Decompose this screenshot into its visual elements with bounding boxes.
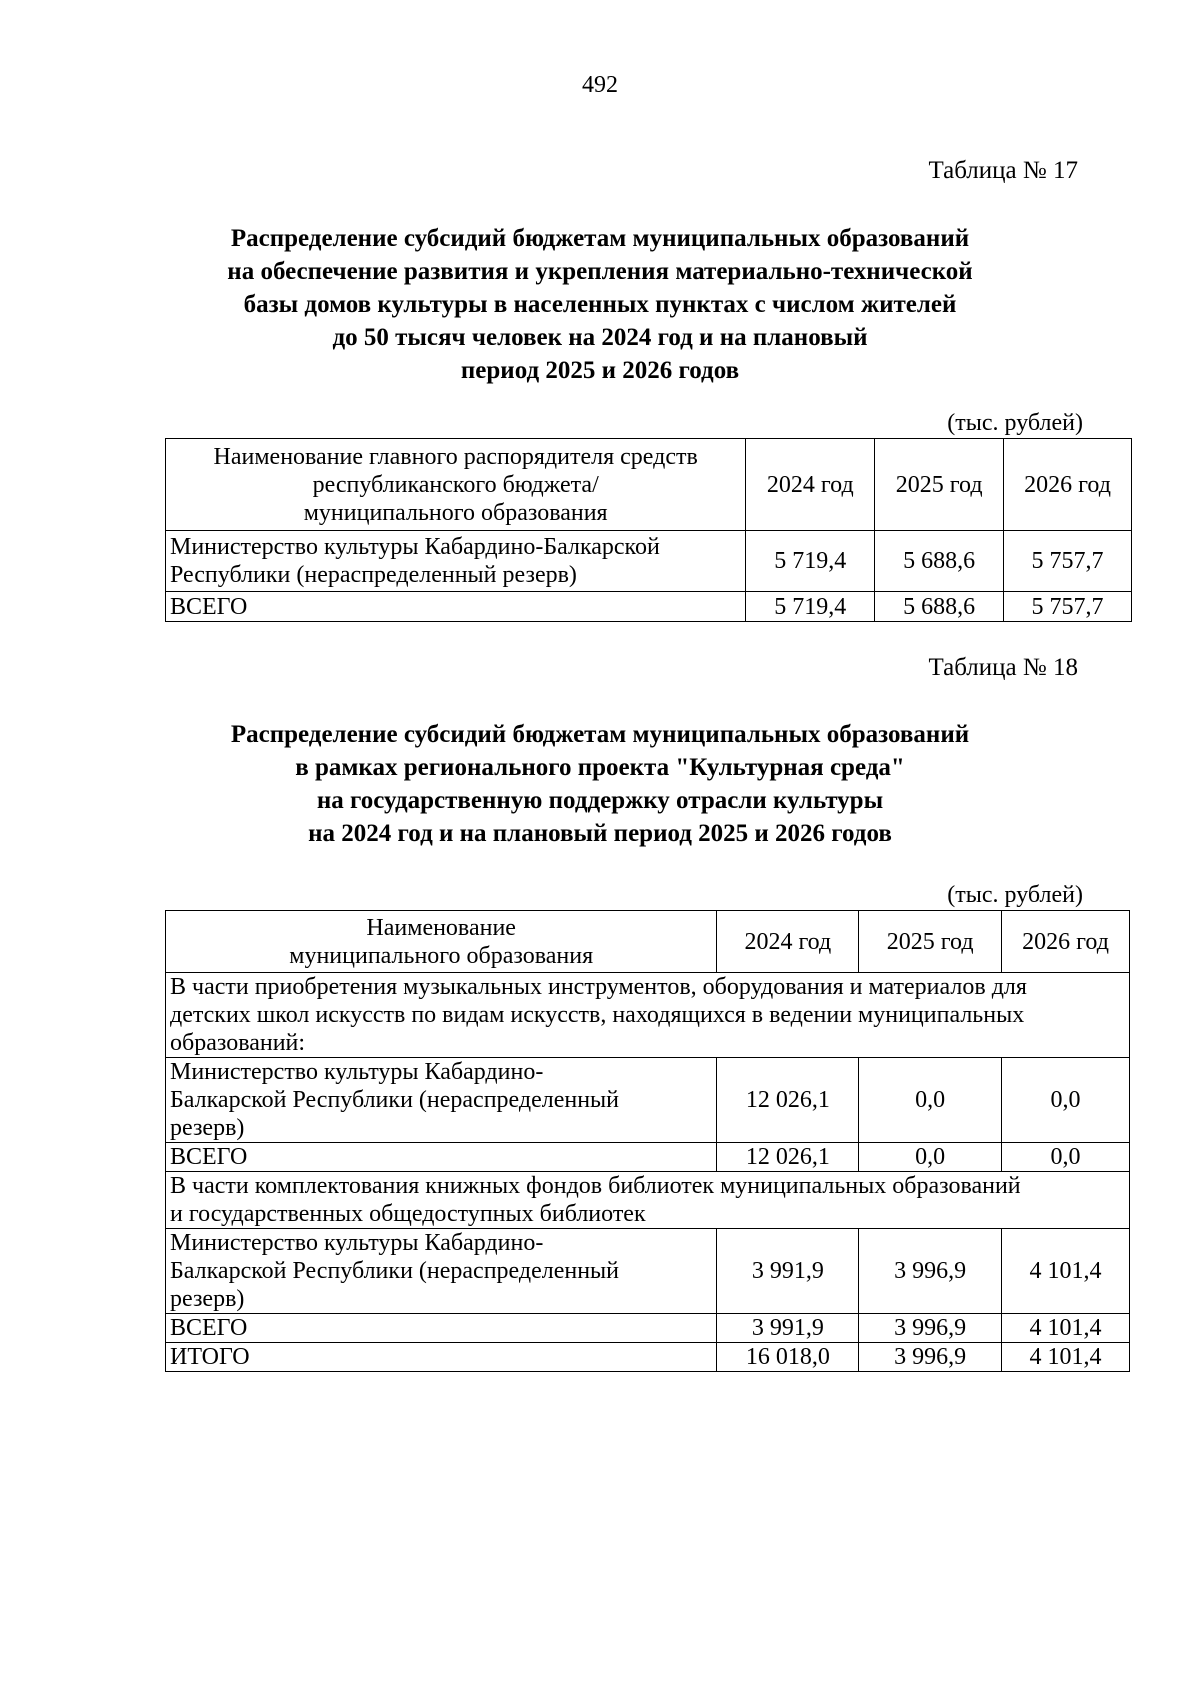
table-header-row [166,439,1132,531]
total-row [166,1143,1130,1172]
caption-line: образований: [170,1030,306,1056]
total-label: ВСЕГО [166,1143,717,1172]
row-name-cell [166,1229,717,1314]
header-line: республиканского бюджета/ [312,471,599,498]
row-name-line: Балкарской Республики (нераспределенный [170,1258,620,1284]
section-caption [166,973,1130,1058]
title-line: Распределение субсидий бюджетам муниципальных образований [230,225,970,252]
total-2025: 5 688,6 [875,592,1004,622]
section-caption-row [166,973,1130,1058]
title-line: в рамках регионального проекта "Культурная среда" [295,754,905,781]
row-name-line: Балкарской Республики (нераспределенный [170,1087,620,1113]
total-2026: 5 757,7 [1004,592,1132,622]
value-2026: 0,0 [1002,1058,1130,1143]
header-2025: 2025 год [859,911,1002,973]
value-2026: 4 101,4 [1002,1229,1130,1314]
value-2024: 3 991,9 [717,1229,859,1314]
row-name-line: Министерство культуры Кабардино-Балкарской [170,534,660,560]
row-name-line: Республики (нераспределенный резерв) [170,562,577,588]
value-2025: 3 996,9 [859,1229,1002,1314]
row-name-cell [166,1058,717,1143]
caption-line: В части комплектования книжных фондов библиотек муниципальных образований [170,1173,1021,1199]
grand-total-2024: 16 018,0 [717,1343,859,1372]
row-name-line: резерв) [170,1115,245,1141]
header-2024: 2024 год [746,439,875,531]
header-line: муниципального образования [303,499,608,526]
table-18-units: (тыс. рублей) [947,882,1083,908]
table-17-units: (тыс. рублей) [947,410,1083,436]
table-18-label: Таблица № 18 [928,654,1078,681]
total-2024: 12 026,1 [717,1143,859,1172]
table-17-label: Таблица № 17 [928,157,1078,184]
total-2024: 5 719,4 [746,592,875,622]
total-row [166,1314,1130,1343]
header-name-cell [166,911,717,973]
title-line: период 2025 и 2026 годов [460,357,740,384]
header-2025: 2025 год [875,439,1004,531]
table-18-title [0,718,1200,850]
grand-total-2026: 4 101,4 [1002,1343,1130,1372]
title-line: Распределение субсидий бюджетам муниципальных образований [230,721,970,748]
header-2024: 2024 год [717,911,859,973]
row-name-line: Министерство культуры Кабардино- [170,1230,544,1256]
title-line: до 50 тысяч человек на 2024 год и на плановый [332,324,868,351]
table-header-row [166,911,1130,973]
total-2026: 0,0 [1002,1143,1130,1172]
section-caption [166,1172,1130,1229]
section-caption-row [166,1172,1130,1229]
total-2025: 3 996,9 [859,1314,1002,1343]
page-number: 492 [582,72,618,98]
caption-line: детских школ искусств по видам искусств, находящихся в ведении муниципальных [170,1002,1025,1028]
total-2026: 4 101,4 [1002,1314,1130,1343]
total-row [166,592,1132,622]
table-17-title [0,222,1200,387]
total-2025: 0,0 [859,1143,1002,1172]
title-line: базы домов культуры в населенных пунктах с числом жителей [243,291,957,318]
value-2025: 5 688,6 [875,531,1004,592]
title-line: на 2024 год и на плановый период 2025 и 2026 годов [308,820,892,847]
table-row [166,1058,1130,1143]
total-label: ВСЕГО [166,1314,717,1343]
total-2024: 3 991,9 [717,1314,859,1343]
grand-total-2025: 3 996,9 [859,1343,1002,1372]
header-name-cell [166,439,746,531]
table-18 [165,910,1130,1372]
header-2026: 2026 год [1004,439,1132,531]
value-2024: 5 719,4 [746,531,875,592]
title-line: на государственную поддержку отрасли культуры [316,787,884,814]
value-2026: 5 757,7 [1004,531,1132,592]
value-2024: 12 026,1 [717,1058,859,1143]
caption-line: В части приобретения музыкальных инструментов, оборудования и материалов для [170,974,1027,1000]
row-name-cell [166,531,746,592]
header-2026: 2026 год [1002,911,1130,973]
row-name-line: Министерство культуры Кабардино- [170,1059,544,1085]
row-name-line: резерв) [170,1286,245,1312]
table-row [166,1229,1130,1314]
grand-total-label: ИТОГО [166,1343,717,1372]
title-line: на обеспечение развития и укрепления материально-технической [227,258,973,285]
header-line: Наименование главного распорядителя средств [213,443,698,470]
caption-line: и государственных общедоступных библиотек [170,1201,646,1227]
table-17 [165,438,1132,622]
total-label: ВСЕГО [166,592,746,622]
value-2025: 0,0 [859,1058,1002,1143]
grand-total-row [166,1343,1130,1372]
table-row [166,531,1132,592]
header-line: Наименование [366,914,516,941]
header-line: муниципального образования [289,942,594,969]
